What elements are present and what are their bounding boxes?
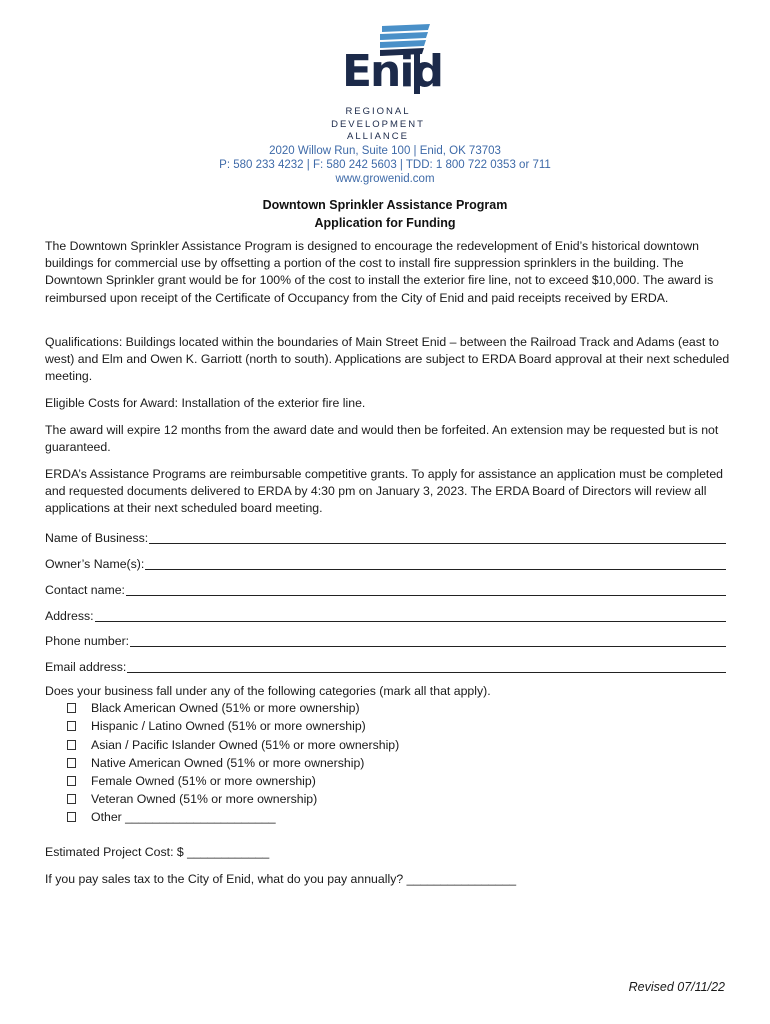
- business-name-field[interactable]: [45, 528, 726, 544]
- phone-line[interactable]: [130, 634, 726, 647]
- address-line[interactable]: [95, 609, 726, 622]
- document-subtitle: Application for Funding: [314, 216, 456, 230]
- contact-name-line[interactable]: [126, 583, 726, 596]
- expiration-paragraph: The award will expire 12 months from the award date and would then be forfeited. An extension may be requested but is not guaranteed.: [45, 423, 719, 455]
- programs-paragraph: ERDA’s Assistance Programs are reimbursable competitive grants. To apply for assistance an application must be completed and requested documents delivered to ERDA by 4:30 pm on January 3, 2023. The ERDA Board of Directors will review all applications at their next scheduled board meeting.: [45, 467, 724, 516]
- category-label: Native American Owned (51% or more ownership): [91, 756, 365, 770]
- sales-tax-field[interactable]: If you pay sales tax to the City of Enid, what do you pay annually? ________________: [45, 872, 517, 886]
- estimated-cost-field[interactable]: Estimated Project Cost: $ ____________: [45, 845, 270, 859]
- contact-name-label: Contact name:: [45, 582, 125, 597]
- category-label: Black American Owned (51% or more ownership): [91, 701, 360, 715]
- intro-paragraph: The Downtown Sprinkler Assistance Program is designed to encourage the redevelopment of Enid’s historical downtown buildings for commercial use by offsetting a portion of the cost to install fire suppression sprinklers in the building. The Downtown Sprinkler grant would be for 100% of the cost to install the exterior fire line, not to exceed $10,000. The award is reimbursed upon receipt of the Certificate of Occupancy from the City of Enid and paid receipts received by ERDA.: [45, 239, 714, 305]
- category-label: Other ______________________: [91, 810, 276, 824]
- owner-names-field[interactable]: [45, 554, 726, 570]
- owner-names-label: Owner’s Name(s):: [45, 556, 145, 571]
- logo-line-regional: REGIONAL: [345, 106, 411, 117]
- contact-address: 2020 Willow Run, Suite 100 | Enid, OK 73703: [269, 145, 501, 157]
- checkbox[interactable]: [67, 703, 76, 713]
- logo-wordmark: Enid: [342, 46, 442, 97]
- business-name-line[interactable]: [149, 531, 726, 544]
- category-label: Hispanic / Latino Owned (51% or more ownership): [91, 719, 366, 733]
- category-option[interactable]: [67, 739, 399, 751]
- revision-date: Revised 07/11/22: [628, 980, 725, 994]
- checkbox[interactable]: [67, 812, 76, 822]
- contact-name-field[interactable]: [45, 580, 726, 596]
- document-title: Downtown Sprinkler Assistance Program: [262, 198, 508, 212]
- category-label: Female Owned (51% or more ownership): [91, 774, 316, 788]
- business-name-label: Name of Business:: [45, 530, 149, 545]
- logo-line-development: DEVELOPMENT: [331, 119, 425, 130]
- checkbox[interactable]: [67, 794, 76, 804]
- category-option[interactable]: [67, 775, 316, 787]
- erda-logo: [330, 20, 440, 142]
- checkbox[interactable]: [67, 776, 76, 786]
- phone-field[interactable]: [45, 631, 726, 647]
- checkbox[interactable]: [67, 758, 76, 768]
- categories-question: Does your business fall under any of the following categories (mark all that apply).: [45, 684, 491, 698]
- category-option[interactable]: [67, 757, 364, 769]
- qualifications-paragraph: Qualifications: Buildings located within the boundaries of Main Street Enid – between the Railroad Track and Adams (east to west) and Elm and Owen K. Garriott (north to south). Applications are subject to ERDA Board approval at their next scheduled meeting.: [45, 335, 730, 384]
- category-option[interactable]: [67, 720, 366, 732]
- checkbox[interactable]: [67, 721, 76, 731]
- eligible-costs-paragraph: Eligible Costs for Award: Installation of the exterior fire line.: [45, 396, 366, 410]
- category-label: Veteran Owned (51% or more ownership): [91, 792, 318, 806]
- phone-label: Phone number:: [45, 633, 130, 648]
- contact-phones: P: 580 233 4232 | F: 580 242 5603 | TDD: 1 800 722 0353 or 711: [219, 159, 551, 171]
- address-field[interactable]: [45, 606, 726, 622]
- address-label: Address:: [45, 608, 94, 623]
- email-field[interactable]: [45, 657, 726, 673]
- email-line[interactable]: [127, 660, 726, 673]
- checkbox[interactable]: [67, 740, 76, 750]
- email-label: Email address:: [45, 659, 127, 674]
- category-option[interactable]: [67, 702, 360, 714]
- owner-names-line[interactable]: [145, 557, 726, 570]
- category-option[interactable]: [67, 793, 317, 805]
- contact-website[interactable]: www.growenid.com: [335, 173, 435, 185]
- logo-line-alliance: ALLIANCE: [347, 131, 409, 142]
- category-label: Asian / Pacific Islander Owned (51% or more ownership): [91, 738, 400, 752]
- category-option[interactable]: [67, 811, 276, 823]
